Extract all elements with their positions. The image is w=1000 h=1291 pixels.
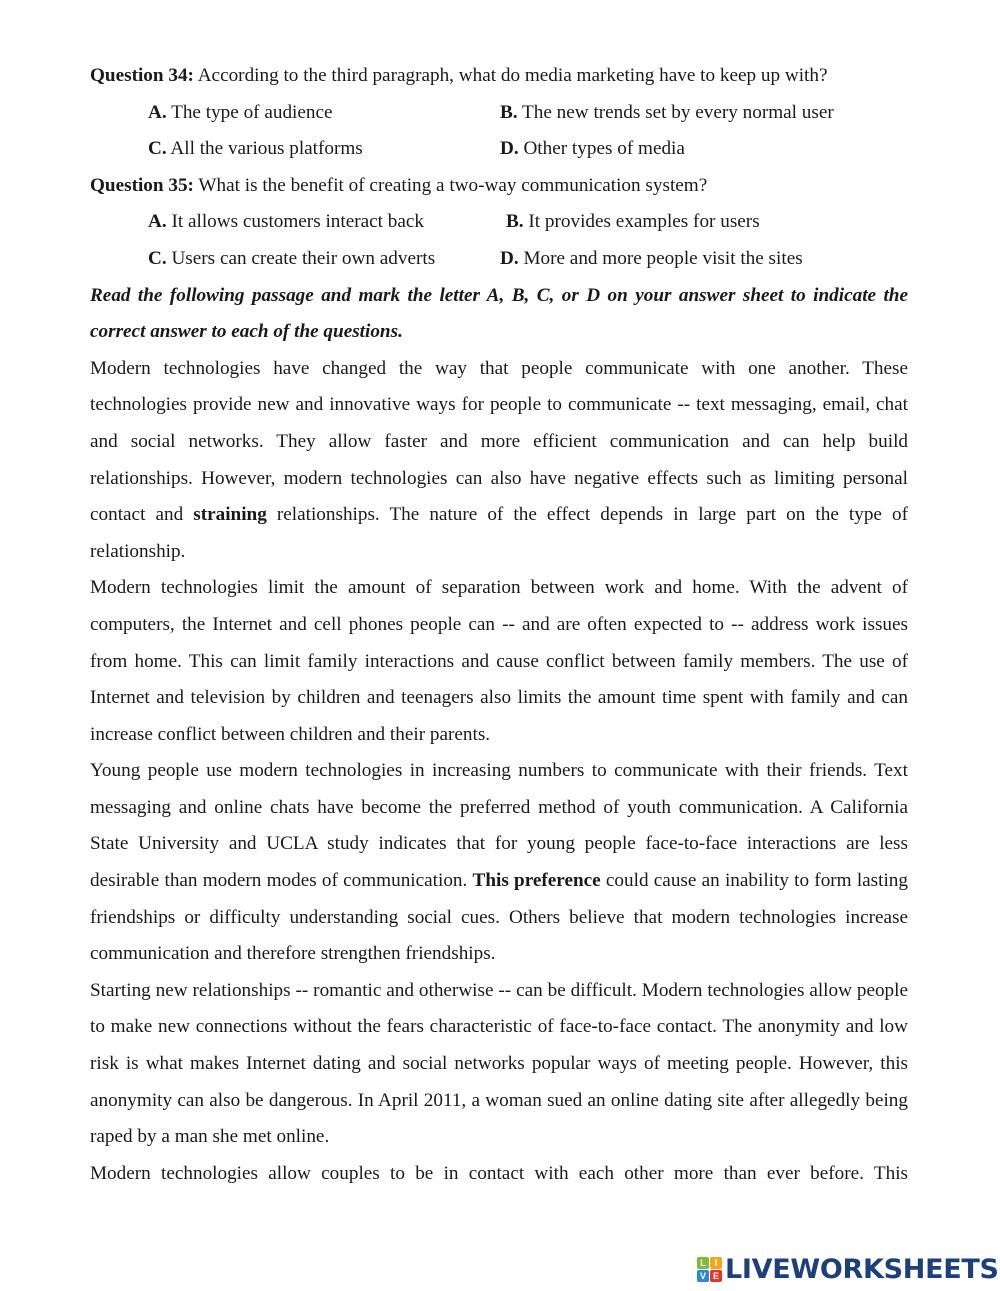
option-a[interactable]: [148, 95, 333, 132]
option-letter: A.: [148, 211, 167, 233]
highlighted-phrase-this-preference: This preference: [472, 870, 601, 892]
option-letter: C.: [148, 247, 167, 269]
paragraph-text: relationships. The nature of the effect depends in large part on the type of relationship.: [90, 504, 908, 562]
option-text: The type of audience: [166, 101, 333, 123]
option-c[interactable]: [148, 131, 363, 168]
question-35-options-row-2: [90, 241, 908, 278]
option-letter: C.: [148, 138, 167, 160]
passage-paragraph-3: [90, 753, 908, 973]
passage-paragraph-5: Modern technologies allow couples to be in contact with each other more than ever before. This: [90, 1162, 908, 1184]
option-b[interactable]: [506, 204, 760, 241]
reading-instruction: Read the following passage and mark the letter A, B, C, or D on your answer sheet to indicate the correct answer to each of the questions.: [90, 284, 908, 343]
question-label: Question 35:: [90, 174, 194, 196]
paragraph-text: Young people use modern technologies in increasing numbers to communicate with their friends. Text messaging and online chats have become the preferred method of youth communication. A California State University and UCLA study indicates that for young people face-to-face interactions are less desirable than modern modes of communication.: [90, 760, 908, 892]
question-text: According to the third paragraph, what do media marketing have to keep up with?: [193, 65, 828, 86]
worksheet-page: [90, 58, 908, 1192]
logo-tile-l: L: [697, 1257, 709, 1269]
highlighted-word-straining: straining: [193, 504, 267, 526]
option-letter: B.: [506, 211, 524, 233]
option-text: The new trends set by every normal user: [517, 101, 834, 123]
option-b[interactable]: [500, 95, 834, 132]
logo-tile-i: I: [710, 1257, 722, 1269]
option-letter: A.: [148, 101, 167, 123]
question-text: What is the benefit of creating a two-way communication system?: [193, 174, 708, 196]
option-text: All the various platforms: [166, 138, 363, 160]
question-34: [90, 58, 908, 95]
paragraph-text: Modern technologies have changed the way that people communicate with one another. These technologies provide new and innovative ways for people to communicate -- text messaging, email, chat and social networks. They allow faster and more efficient communication and can help build relationships. However, modern technologies can also have negative effects such as limiting personal contact and: [90, 357, 908, 526]
option-d[interactable]: [500, 131, 685, 168]
logo-tile-v: V: [697, 1270, 709, 1282]
option-letter: D.: [500, 138, 519, 160]
logo-tile-e: E: [710, 1270, 722, 1282]
question-label: Question 34:: [90, 65, 194, 86]
option-text: Other types of media: [518, 138, 685, 160]
passage-paragraph-2: Modern technologies limit the amount of separation between work and home. With the advent of computers, the Internet and cell phones people can -- and are often expected to -- address work issues from home. This can limit family interactions and cause conflict between family members. The use of Internet and television by children and teenagers also limits the amount time spent with family and can increase conflict between children and their parents.: [90, 577, 908, 745]
question-34-options-row-1: [90, 95, 908, 132]
option-text: Users can create their own adverts: [166, 247, 436, 269]
logo-wordmark: LIVEWORKSHEETS: [725, 1254, 999, 1285]
question-35: [90, 168, 908, 205]
option-letter: B.: [500, 101, 518, 123]
liveworksheets-logo[interactable]: [697, 1256, 999, 1283]
option-a[interactable]: [148, 204, 424, 241]
option-text: More and more people visit the sites: [518, 247, 803, 269]
option-c[interactable]: [148, 241, 435, 278]
option-text: It provides examples for users: [523, 211, 760, 233]
option-letter: D.: [500, 247, 519, 269]
logo-icon: [697, 1257, 722, 1282]
question-34-options-row-2: [90, 131, 908, 168]
option-d[interactable]: [500, 241, 803, 278]
option-text: It allows customers interact back: [166, 211, 425, 233]
passage-paragraph-1: [90, 351, 908, 571]
paragraph-text: could cause an inability to form lasting friendships or difficulty understanding social cues. Others believe that modern technologies increase communication and therefore strengthen friendships.: [90, 870, 908, 965]
passage-paragraph-4: Starting new relationships -- romantic and otherwise -- can be difficult. Modern technologies allow people to make new connections without the fears characteristic of face-to-face contact. The anonymity and low risk is what makes Internet dating and social networks popular ways of meeting people. However, this anonymity can also be dangerous. In April 2011, a woman sued an online dating site after allegedly being raped by a man she met online.: [90, 979, 908, 1148]
question-35-options-row-1: [90, 204, 908, 241]
